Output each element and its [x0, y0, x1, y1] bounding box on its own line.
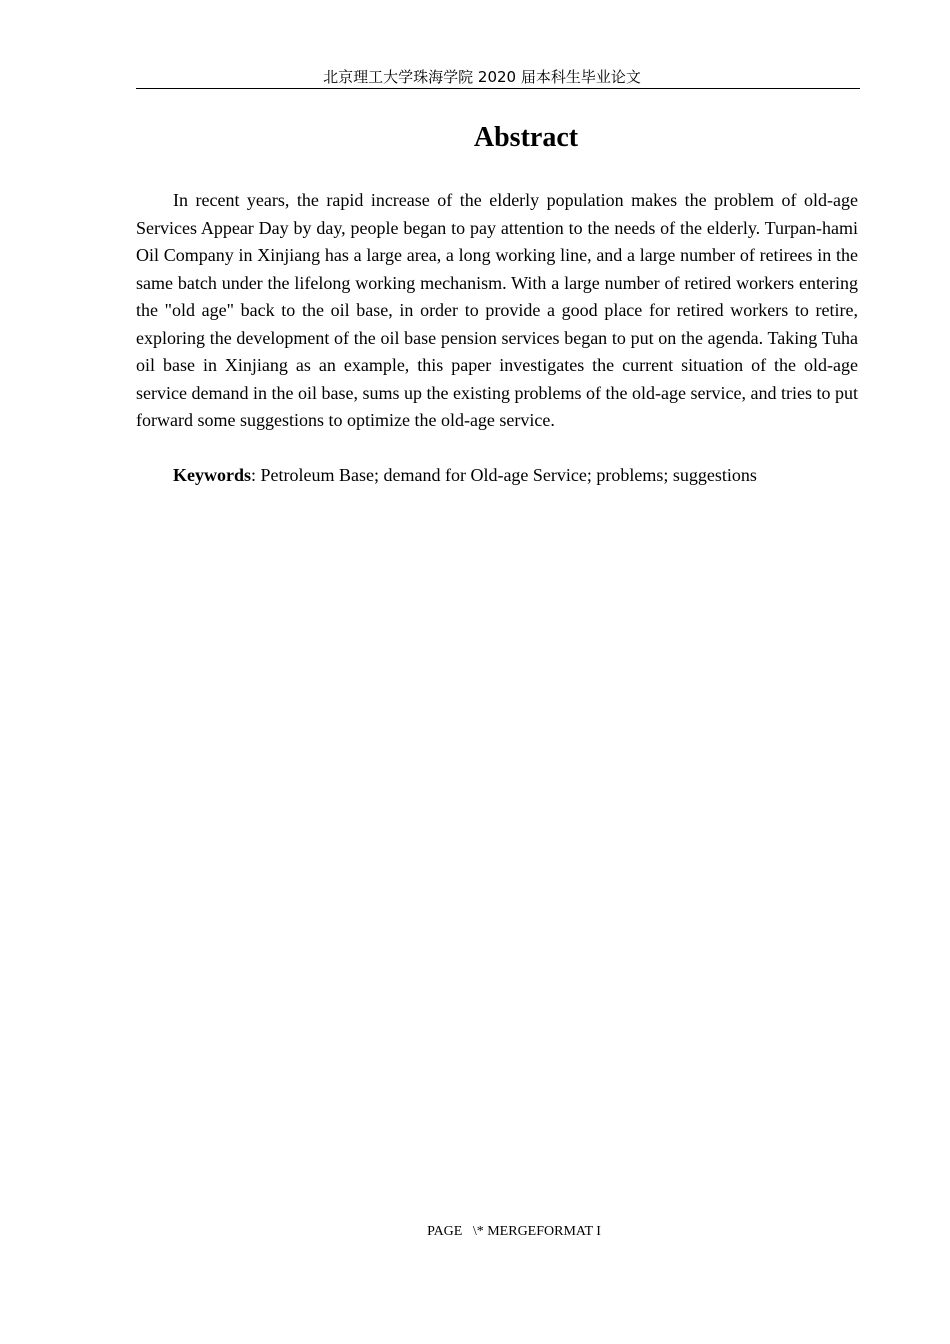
keywords-label: Keywords	[173, 465, 251, 485]
running-header-title: 北京理工大学珠海学院 2020 届本科生毕业论文	[323, 68, 641, 86]
abstract-body: In recent years, the rapid increase of the elderly population makes the problem of old-age Services Appear Day by day, people began to pay attention to the needs of the elderly. Turpan-hami Oil Company in Xinjiang has a large area, a long working line, and a large number of retirees in the same batch under the lifelong working mechanism. With a large number of retired workers entering the "old age" back to the oil base, in order to provide a good place for retired workers to retire, exploring the development of the oil base pension services began to put on the agenda. Taking Tuha oil base in Xinjiang as an example, this paper investigates the current situation of the old-age service demand in the oil base, sums up the existing problems of the old-age service, and tries to put forward some suggestions to optimize the old-age service.	[136, 190, 858, 430]
abstract-title: Abstract	[473, 122, 579, 153]
running-header	[136, 66, 860, 89]
page-number-field: PAGE \* MERGEFORMAT I	[427, 1224, 601, 1239]
keywords-line	[136, 462, 858, 490]
keywords-text: : Petroleum Base; demand for Old-age Service; problems; suggestions	[251, 465, 757, 485]
